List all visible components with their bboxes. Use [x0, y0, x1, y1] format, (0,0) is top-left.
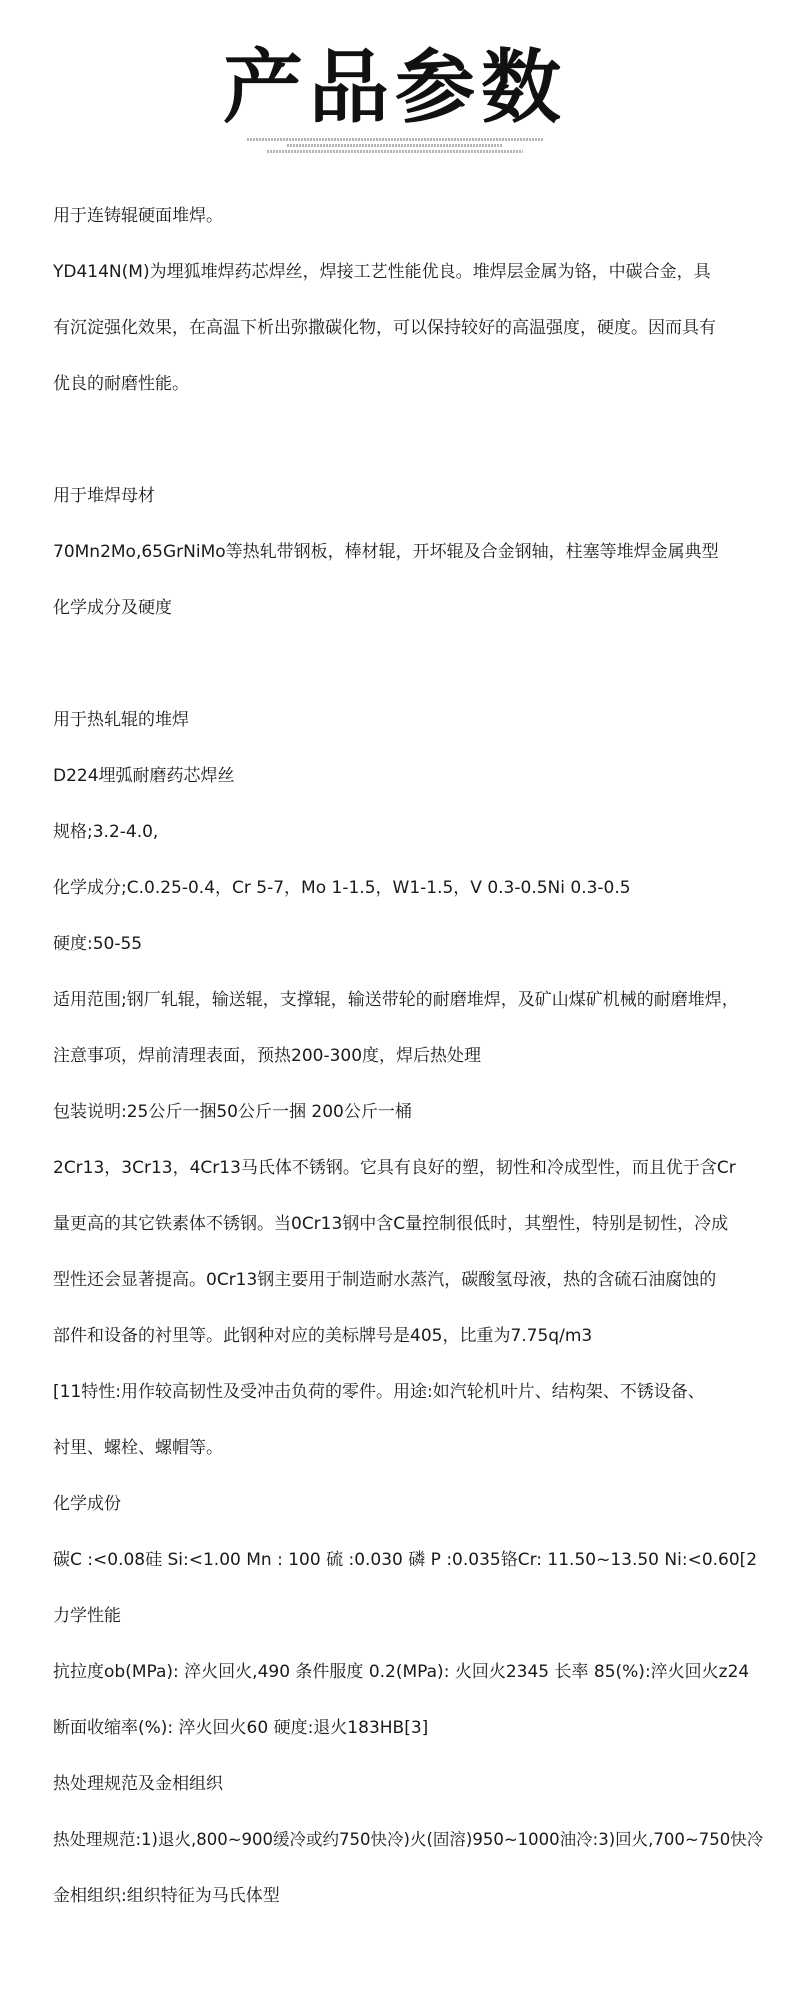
page-title: 产品参数 — [223, 41, 567, 134]
text-line: 70Mn2Mo,65GrNiMo等热轧带钢板，棒材辊，开坏辊及合金钢轴，柱塞等堆焊金属典型 — [53, 542, 719, 562]
text-line: 包装说明:25公斤一捆50公斤一捆 200公斤一桶 — [53, 1102, 412, 1122]
text-line: 2Cr13，3Cr13，4Cr13马氏体不锈钢。它具有良好的塑，韧性和冷成型性，而且优于含Cr — [53, 1158, 736, 1178]
text-line: 优良的耐磨性能。 — [53, 374, 189, 394]
text-line: 力学性能 — [53, 1606, 121, 1626]
text-line: 热处理规范及金相组织 — [53, 1774, 223, 1794]
text-line: 用于热轧辊的堆焊 — [53, 710, 189, 730]
text-line: 用于连铸辊硬面堆焊。 — [53, 206, 223, 226]
text-line: 部件和设备的衬里等。此钢种对应的美标牌号是405，比重为7.75q/m3 — [53, 1326, 593, 1346]
text-line: 有沉淀强化效果，在高温下析出弥撒碳化物，可以保持较好的高温强度，硬度。因而具有 — [53, 318, 716, 338]
text-line: 用于堆焊母材 — [53, 486, 155, 506]
product-description — [53, 188, 773, 1924]
paragraph-gap — [53, 636, 773, 692]
text-line: 型性还会显著提高。0Cr13钢主要用于制造耐水蒸汽，碳酸氢母液，热的含硫石油腐蚀的 — [53, 1270, 717, 1290]
text-line: 量更高的其它铁素体不锈钢。当0Cr13钢中含C量控制很低时，其塑性，特别是韧性，冷成 — [53, 1214, 729, 1234]
text-line: 化学成分及硬度 — [53, 598, 172, 618]
text-line: 碳C :<0.08硅 Si:<1.00 Mn : 100 硫 :0.030 磷 P :0.035铬Cr: 11.50~13.50 Ni:<0.60[2 — [53, 1550, 758, 1570]
subtitle-line — [247, 138, 543, 141]
text-line: 硬度:50-55 — [53, 934, 143, 954]
page-header — [0, 40, 790, 153]
text-line: 适用范围;钢厂轧辊，输送辊，支撑辊，输送带轮的耐磨堆焊，及矿山煤矿机械的耐磨堆焊， — [53, 990, 739, 1010]
paragraph-gap — [53, 412, 773, 468]
text-line: 注意事项，焊前清理表面，预热200-300度，焊后热处理 — [53, 1046, 482, 1066]
text-line: 金相组织:组织特征为马氏体型 — [53, 1886, 280, 1906]
text-line: 断面收缩率(%): 淬火回火60 硬度:退火183HB[3] — [53, 1718, 429, 1738]
text-line: 规格;3.2-4.0, — [53, 822, 159, 842]
subtitle-line — [267, 150, 523, 153]
text-line: D224埋弧耐磨药芯焊丝 — [53, 766, 235, 786]
text-line: 化学成分;C.0.25-0.4，Cr 5-7，Mo 1-1.5，W1-1.5，V 0.3-0.5Ni 0.3-0.5 — [53, 878, 631, 898]
decorative-subtitle — [0, 138, 790, 153]
text-line: 化学成份 — [53, 1494, 121, 1514]
text-line: 热处理规范:1)退火,800~900缓冷或约750快冷)火(固溶)950~1000油冷:3)回火,700~750快冷 — [53, 1830, 764, 1849]
text-line: [11特性:用作较高韧性及受冲击负荷的零件。用途:如汽轮机叶片、结构架、不锈设备、 — [53, 1382, 705, 1402]
subtitle-line — [287, 144, 503, 147]
text-line: 衬里、螺栓、螺帽等。 — [53, 1438, 223, 1458]
text-line: 抗拉度ob(MPa): 淬火回火,490 条件服度 0.2(MPa): 火回火2345 长率 85(%):淬火回火z24 — [53, 1662, 750, 1682]
text-line: YD414N(M)为埋狐堆焊药芯焊丝，焊接工艺性能优良。堆焊层金属为铬，中碳合金，具 — [53, 262, 711, 282]
